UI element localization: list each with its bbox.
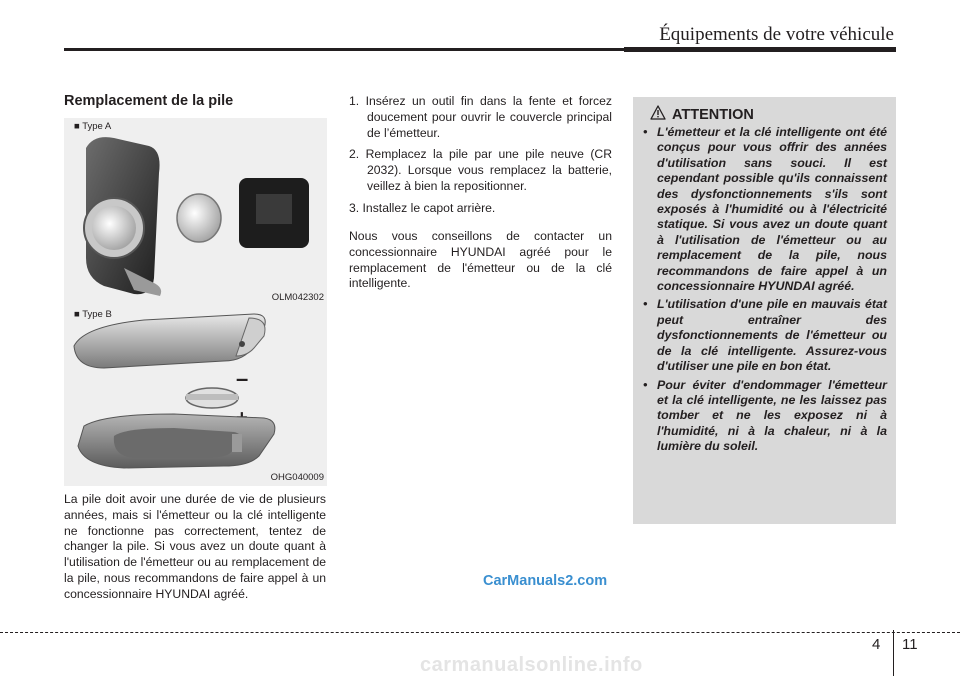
step-3: 3. Installez le capot arrière.: [349, 200, 496, 215]
carmanuals-watermark[interactable]: CarManuals2.com: [483, 573, 608, 589]
page-number: 11: [902, 636, 918, 653]
caution-box: [633, 97, 896, 524]
section-heading: Remplacement de la pile: [64, 93, 234, 109]
replacement-steps: [349, 94, 612, 223]
key-fob-type-b-illustration: [64, 306, 327, 486]
page-chapter-number: 4: [872, 636, 881, 653]
footer-rule: [0, 632, 960, 633]
warning-triangle-icon: [650, 105, 666, 120]
caution-item: • L'émetteur et la clé intelligente ont été conçus pour vous offrir des années d'utilisation sans souci. Il est cependant possible qu'ils connaissent des dysfonctionnements s'ils sont exposés à l'humidité ou à l'électricité statique. Si vous avez un doute quant à l'utilisation de l'émetteur ou au remplacement de la pile, nous recommandons de faire appel à un concessionnaire HYUNDAI agréé.: [643, 125, 887, 294]
dealer-advice-paragraph: Nous vous conseillons de contacter un concessionnaire HYUNDAI agréé pour le remplacement de l'émetteur ou de la clé intelligente.: [349, 229, 612, 291]
figure-a-label: ■ Type A: [74, 121, 112, 132]
step-1: 1. Insérez un outil fin dans la fente et forcez doucement pour ouvrir le couvercle principal de l’émetteur.: [349, 94, 612, 140]
battery-life-paragraph: La pile doit avoir une durée de vie de plusieurs années, mais si l'émetteur ou la clé intelligente ne fonctionne pas correctement, tentez de changer la pile. Si vous avez un doute quant à l'utilisation de l'émetteur ou au remplacement de la pile, nous recommandons de faire appel à un concessionnaire HYUNDAI agréé.: [64, 492, 326, 601]
caution-item: • Pour éviter d'endommager l'émetteur et la clé intelligente, ne les laissez pas tomber et ne les exposez ni à l'humidité, ni à la chaleur, ni à la lumière du soleil.: [643, 378, 887, 455]
footer-separator: [893, 630, 894, 676]
chapter-title: Équipements de votre véhicule: [659, 24, 894, 45]
figure-type-a: [64, 118, 327, 306]
figure-b-label: ■ Type B: [74, 309, 112, 320]
figure-a-code: OLM042302: [271, 292, 324, 303]
figure-type-b: [64, 306, 327, 486]
step-2: 2. Remplacez la pile par une pile neuve (CR 2032). Lorsque vous remplacez la batterie, veillez à bien la repositionner.: [349, 147, 612, 193]
caution-list: [643, 125, 887, 458]
svg-text:–: –: [236, 366, 249, 391]
header-rule-accent: [624, 47, 896, 52]
figure-b-code: OHG040009: [270, 472, 324, 483]
caution-title: ATTENTION: [672, 107, 754, 123]
caution-item: • L'utilisation d'une pile en mauvais état peut entraîner des dysfonctionnements de l'émetteur ou de la clé intelligente. Assurez-vous d'utiliser une pile en bon état.: [643, 297, 887, 374]
site-watermark: carmanualsonline.info: [420, 654, 643, 676]
key-fob-type-a-illustration: [64, 118, 327, 306]
